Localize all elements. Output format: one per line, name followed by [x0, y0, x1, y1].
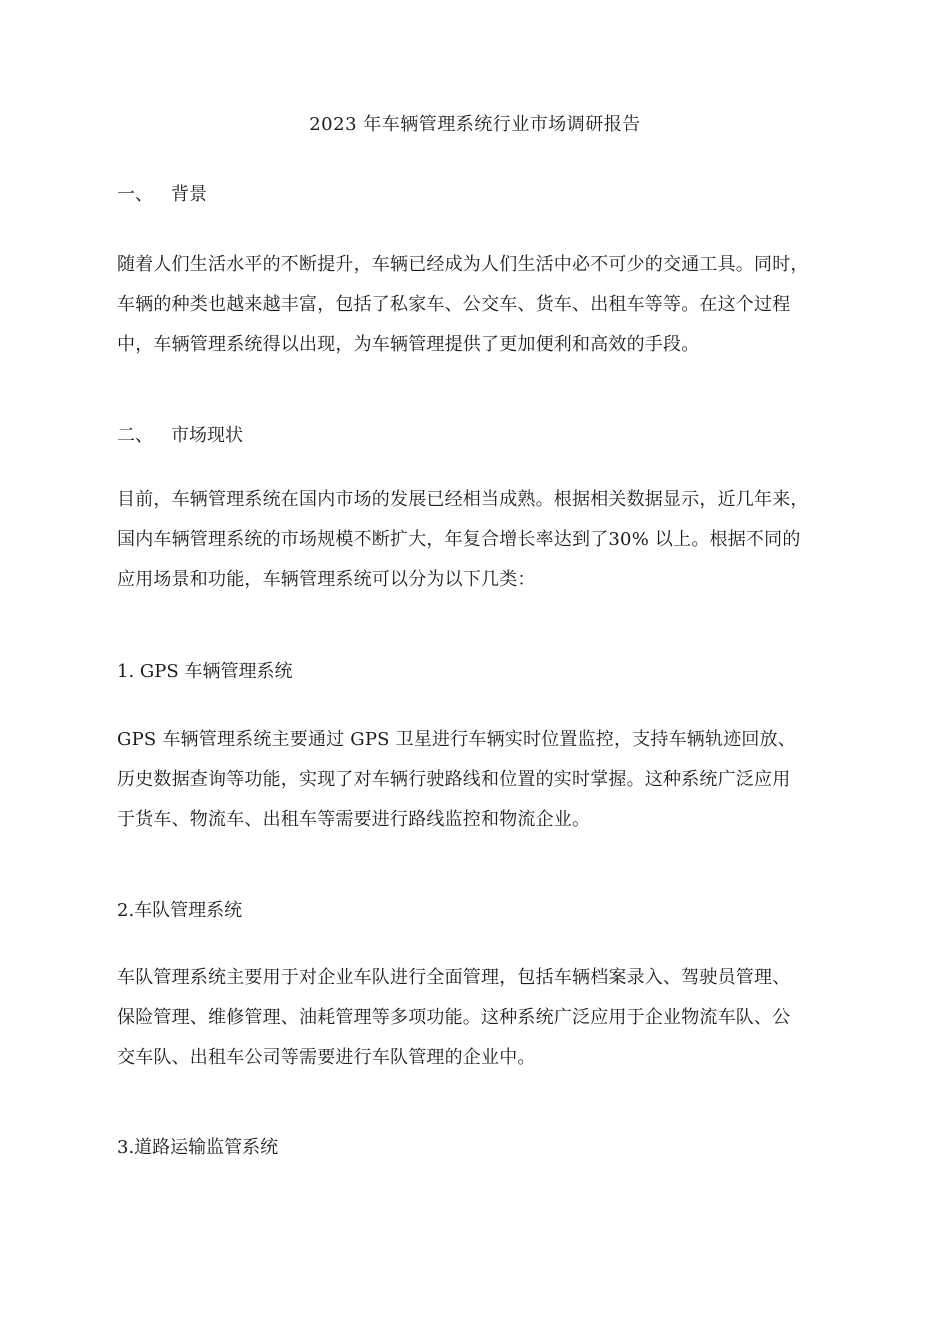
paragraph-background — [117, 245, 837, 365]
paragraph-line: 于货车、物流车、出租车等需要进行路线监控和物流企业。 — [117, 809, 591, 830]
document-title: 2023 年车辆管理系统行业市场调研报告 — [309, 114, 641, 135]
paragraph-market-status — [117, 480, 837, 600]
paragraph-line: 目前，车辆管理系统在国内市场的发展已经相当成熟。根据相关数据显示，近几年来， — [117, 489, 809, 510]
subsection-heading-fleet: 2.车队管理系统 — [117, 900, 243, 921]
paragraph-line: 应用场景和功能，车辆管理系统可以分为以下几类： — [117, 569, 536, 590]
section-title: 背景 — [171, 184, 207, 205]
paragraph-gps — [117, 720, 837, 840]
paragraph-line: GPS 车辆管理系统主要通过 GPS 卫星进行车辆实时位置监控，支持车辆轨迹回放、 — [117, 729, 797, 750]
paragraph-line: 国内车辆管理系统的市场规模不断扩大，年复合增长率达到了30% 以上。根据不同的 — [117, 529, 801, 550]
section-title: 市场现状 — [171, 425, 243, 446]
paragraph-line: 车辆的种类也越来越丰富，包括了私家车、公交车、货车、出租车等等。在这个过程 — [117, 294, 791, 315]
section-heading-background — [117, 182, 207, 208]
section-heading-market-status — [117, 423, 243, 449]
paragraph-line: 车队管理系统主要用于对企业车队进行全面管理，包括车辆档案录入、驾驶员管理、 — [117, 967, 791, 988]
section-number: 一、 — [117, 184, 153, 205]
section-number: 二、 — [117, 425, 153, 446]
subsection-heading-road-transport: 3.道路运输监管系统 — [117, 1137, 279, 1158]
paragraph-line: 随着人们生活水平的不断提升，车辆已经成为人们生活中必不可少的交通工具。同时， — [117, 254, 809, 275]
subsection-heading-gps: 1. GPS 车辆管理系统 — [117, 661, 293, 682]
paragraph-line: 中，车辆管理系统得以出现，为车辆管理提供了更加便利和高效的手段。 — [117, 334, 700, 355]
paragraph-line: 保险管理、维修管理、油耗管理等多项功能。这种系统广泛应用于企业物流车队、公 — [117, 1007, 791, 1028]
paragraph-line: 历史数据查询等功能，实现了对车辆行驶路线和位置的实时掌握。这种系统广泛应用 — [117, 769, 791, 790]
paragraph-fleet — [117, 958, 837, 1078]
paragraph-line: 交车队、出租车公司等需要进行车队管理的企业中。 — [117, 1047, 536, 1068]
